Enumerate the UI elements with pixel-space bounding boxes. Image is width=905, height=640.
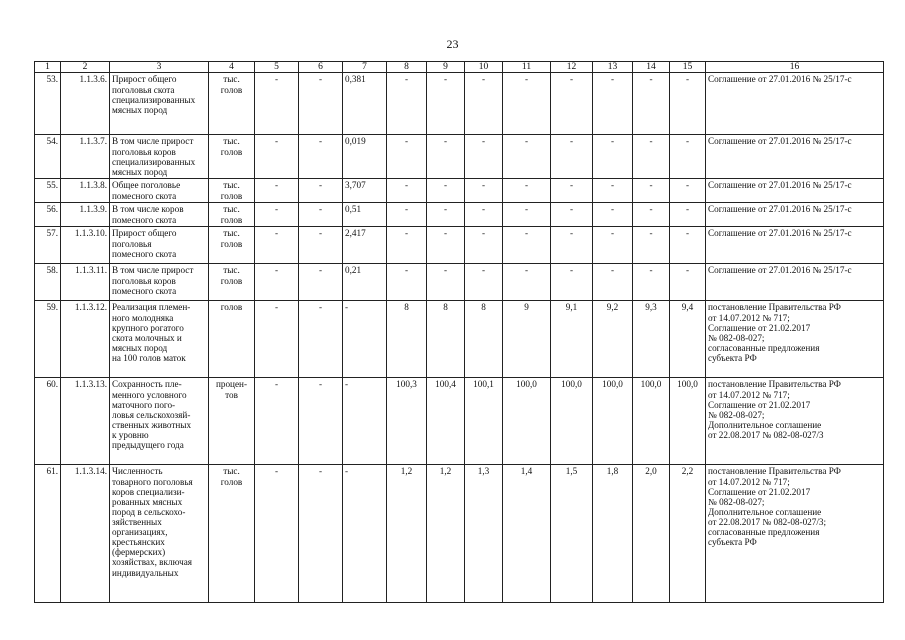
value-col-15: -: [670, 179, 706, 203]
value-col-13: -: [593, 73, 633, 135]
value-col-7: -: [343, 465, 387, 603]
value-col-12: 1,5: [551, 465, 593, 603]
value-col-14: 100,0: [633, 378, 670, 465]
value-col-7: 3,707: [343, 179, 387, 203]
value-col-10: 1,3: [465, 465, 503, 603]
unit: тыс. голов: [209, 73, 255, 135]
value-col-10: -: [465, 73, 503, 135]
value-col-5: -: [255, 378, 299, 465]
value-col-7: 2,417: [343, 227, 387, 264]
value-col-8: 1,2: [387, 465, 427, 603]
value-col-5: -: [255, 264, 299, 301]
header-cell: 10: [465, 62, 503, 73]
value-col-6: -: [299, 227, 343, 264]
value-col-14: -: [633, 179, 670, 203]
value-col-14: -: [633, 73, 670, 135]
value-col-5: -: [255, 227, 299, 264]
value-col-14: -: [633, 203, 670, 227]
unit: тыс. голов: [209, 179, 255, 203]
value-col-12: 9,1: [551, 301, 593, 378]
value-col-7: 0,381: [343, 73, 387, 135]
value-col-6: -: [299, 301, 343, 378]
value-col-8: -: [387, 73, 427, 135]
value-col-12: -: [551, 203, 593, 227]
value-col-9: -: [427, 227, 465, 264]
value-col-11: -: [503, 73, 551, 135]
unit: тыс. голов: [209, 135, 255, 179]
value-col-15: 2,2: [670, 465, 706, 603]
item-code: 1.1.3.7.: [61, 135, 110, 179]
value-col-5: -: [255, 135, 299, 179]
value-col-8: -: [387, 179, 427, 203]
value-col-15: -: [670, 73, 706, 135]
item-code: 1.1.3.6.: [61, 73, 110, 135]
header-cell: 8: [387, 62, 427, 73]
item-code: 1.1.3.9.: [61, 203, 110, 227]
value-col-13: -: [593, 135, 633, 179]
indicator-name: Прирост общего поголовья скота специализированных мясных пород: [110, 73, 209, 135]
indicator-name: Общее поголовье помесного скота: [110, 179, 209, 203]
header-cell: 13: [593, 62, 633, 73]
indicator-name: Сохранность пле- менного условного маточного пого- ловья сельскохозяй- ственных животных к уровню предыдущего года: [110, 378, 209, 465]
header-cell: 1: [35, 62, 61, 73]
value-col-6: -: [299, 135, 343, 179]
value-col-14: -: [633, 227, 670, 264]
indicator-name: Реализация племен- ного молодняка крупного рогатого скота молочных и мясных пород на 100 голов маток: [110, 301, 209, 378]
legal-basis: Соглашение от 27.01.2016 № 25/17-с: [706, 203, 884, 227]
legal-basis: постановление Правительства РФ от 14.07.2012 № 717; Соглашение от 21.02.2017 № 082-08-027; согласованные предложения субъекта РФ: [706, 301, 884, 378]
header-cell: 12: [551, 62, 593, 73]
value-col-6: -: [299, 264, 343, 301]
table-row: [35, 203, 884, 227]
value-col-13: 100,0: [593, 378, 633, 465]
value-col-12: 100,0: [551, 378, 593, 465]
value-col-10: -: [465, 179, 503, 203]
value-col-11: -: [503, 227, 551, 264]
indicator-name: В том числе прирост поголовья коров специализированных мясных пород: [110, 135, 209, 179]
value-col-12: -: [551, 227, 593, 264]
header-cell: 14: [633, 62, 670, 73]
indicators-table: [34, 61, 884, 603]
value-col-8: -: [387, 227, 427, 264]
table-row: [35, 264, 884, 301]
table-row: [35, 465, 884, 603]
header-cell: 6: [299, 62, 343, 73]
legal-basis: Соглашение от 27.01.2016 № 25/17-с: [706, 73, 884, 135]
value-col-6: -: [299, 179, 343, 203]
table-row: [35, 135, 884, 179]
value-col-11: -: [503, 264, 551, 301]
value-col-11: -: [503, 135, 551, 179]
item-code: 1.1.3.14.: [61, 465, 110, 603]
header-cell: 11: [503, 62, 551, 73]
value-col-10: -: [465, 227, 503, 264]
value-col-9: 100,4: [427, 378, 465, 465]
value-col-6: -: [299, 203, 343, 227]
header-cell: 7: [343, 62, 387, 73]
value-col-7: 0,51: [343, 203, 387, 227]
value-col-7: 0,019: [343, 135, 387, 179]
value-col-7: -: [343, 378, 387, 465]
table-row: [35, 73, 884, 135]
value-col-12: -: [551, 73, 593, 135]
value-col-13: 9,2: [593, 301, 633, 378]
page-number: 23: [446, 37, 459, 51]
unit: голов: [209, 301, 255, 378]
value-col-6: -: [299, 378, 343, 465]
value-col-11: -: [503, 179, 551, 203]
value-col-11: 9: [503, 301, 551, 378]
value-col-10: -: [465, 135, 503, 179]
header-cell: 4: [209, 62, 255, 73]
value-col-5: -: [255, 203, 299, 227]
value-col-13: 1,8: [593, 465, 633, 603]
value-col-8: -: [387, 203, 427, 227]
item-code: 1.1.3.10.: [61, 227, 110, 264]
row-number: 53.: [35, 73, 61, 135]
unit: тыс. голов: [209, 203, 255, 227]
value-col-8: 8: [387, 301, 427, 378]
value-col-15: 100,0: [670, 378, 706, 465]
value-col-8: -: [387, 135, 427, 179]
legal-basis: постановление Правительства РФ от 14.07.2012 № 717; Соглашение от 21.02.2017 № 082-08-027; Дополнительное соглашение от 22.08.2017 № 082-08-027/3; согласованные предложения субъекта РФ: [706, 465, 884, 603]
value-col-7: -: [343, 301, 387, 378]
item-code: 1.1.3.12.: [61, 301, 110, 378]
row-number: 56.: [35, 203, 61, 227]
value-col-6: -: [299, 73, 343, 135]
item-code: 1.1.3.11.: [61, 264, 110, 301]
value-col-14: 2,0: [633, 465, 670, 603]
row-number: 57.: [35, 227, 61, 264]
unit: тыс. голов: [209, 465, 255, 603]
value-col-10: -: [465, 264, 503, 301]
value-col-11: -: [503, 203, 551, 227]
value-col-13: -: [593, 264, 633, 301]
value-col-12: -: [551, 264, 593, 301]
table-row: [35, 301, 884, 378]
unit: тыс. голов: [209, 227, 255, 264]
unit: процен- тов: [209, 378, 255, 465]
row-number: 59.: [35, 301, 61, 378]
header-cell: 3: [110, 62, 209, 73]
header-cell: 15: [670, 62, 706, 73]
value-col-5: -: [255, 301, 299, 378]
item-code: 1.1.3.8.: [61, 179, 110, 203]
value-col-11: 100,0: [503, 378, 551, 465]
value-col-9: -: [427, 264, 465, 301]
value-col-14: -: [633, 264, 670, 301]
value-col-9: -: [427, 135, 465, 179]
value-col-15: -: [670, 203, 706, 227]
indicator-name: В том числе прирост поголовья коров помесного скота: [110, 264, 209, 301]
value-col-9: -: [427, 203, 465, 227]
value-col-15: -: [670, 264, 706, 301]
value-col-9: 8: [427, 301, 465, 378]
legal-basis: постановление Правительства РФ от 14.07.2012 № 717; Соглашение от 21.02.2017 № 082-08-027; Дополнительное соглашение от 22.08.2017 № 082-08-027/3: [706, 378, 884, 465]
value-col-6: -: [299, 465, 343, 603]
table-row: [35, 227, 884, 264]
value-col-12: -: [551, 135, 593, 179]
value-col-5: -: [255, 465, 299, 603]
value-col-9: 1,2: [427, 465, 465, 603]
value-col-15: -: [670, 227, 706, 264]
value-col-15: -: [670, 135, 706, 179]
value-col-9: -: [427, 73, 465, 135]
value-col-5: -: [255, 179, 299, 203]
value-col-10: 100,1: [465, 378, 503, 465]
value-col-11: 1,4: [503, 465, 551, 603]
value-col-13: -: [593, 203, 633, 227]
header-cell: 9: [427, 62, 465, 73]
row-number: 60.: [35, 378, 61, 465]
value-col-14: 9,3: [633, 301, 670, 378]
indicator-name: Прирост общего поголовья помесного скота: [110, 227, 209, 264]
value-col-13: -: [593, 227, 633, 264]
value-col-13: -: [593, 179, 633, 203]
row-number: 55.: [35, 179, 61, 203]
row-number: 61.: [35, 465, 61, 603]
row-number: 54.: [35, 135, 61, 179]
value-col-15: 9,4: [670, 301, 706, 378]
value-col-12: -: [551, 179, 593, 203]
value-col-8: -: [387, 264, 427, 301]
header-cell: 2: [61, 62, 110, 73]
header-cell: 5: [255, 62, 299, 73]
value-col-8: 100,3: [387, 378, 427, 465]
value-col-5: -: [255, 73, 299, 135]
legal-basis: Соглашение от 27.01.2016 № 25/17-с: [706, 135, 884, 179]
legal-basis: Соглашение от 27.01.2016 № 25/17-с: [706, 264, 884, 301]
legal-basis: Соглашение от 27.01.2016 № 25/17-с: [706, 227, 884, 264]
legal-basis: Соглашение от 27.01.2016 № 25/17-с: [706, 179, 884, 203]
table-row: [35, 378, 884, 465]
value-col-14: -: [633, 135, 670, 179]
value-col-10: 8: [465, 301, 503, 378]
indicator-name: В том числе коров помесного скота: [110, 203, 209, 227]
value-col-10: -: [465, 203, 503, 227]
value-col-9: -: [427, 179, 465, 203]
item-code: 1.1.3.13.: [61, 378, 110, 465]
indicator-name: Численность товарного поголовья коров специализи- рованных мясных пород в сельскохо- зяйственных организациях, крестьянских (фермерских) хозяйствах, включая индивидуальных: [110, 465, 209, 603]
header-cell: 16: [706, 62, 884, 73]
row-number: 58.: [35, 264, 61, 301]
unit: тыс. голов: [209, 264, 255, 301]
header-row: [35, 62, 884, 73]
value-col-7: 0,21: [343, 264, 387, 301]
table-row: [35, 179, 884, 203]
